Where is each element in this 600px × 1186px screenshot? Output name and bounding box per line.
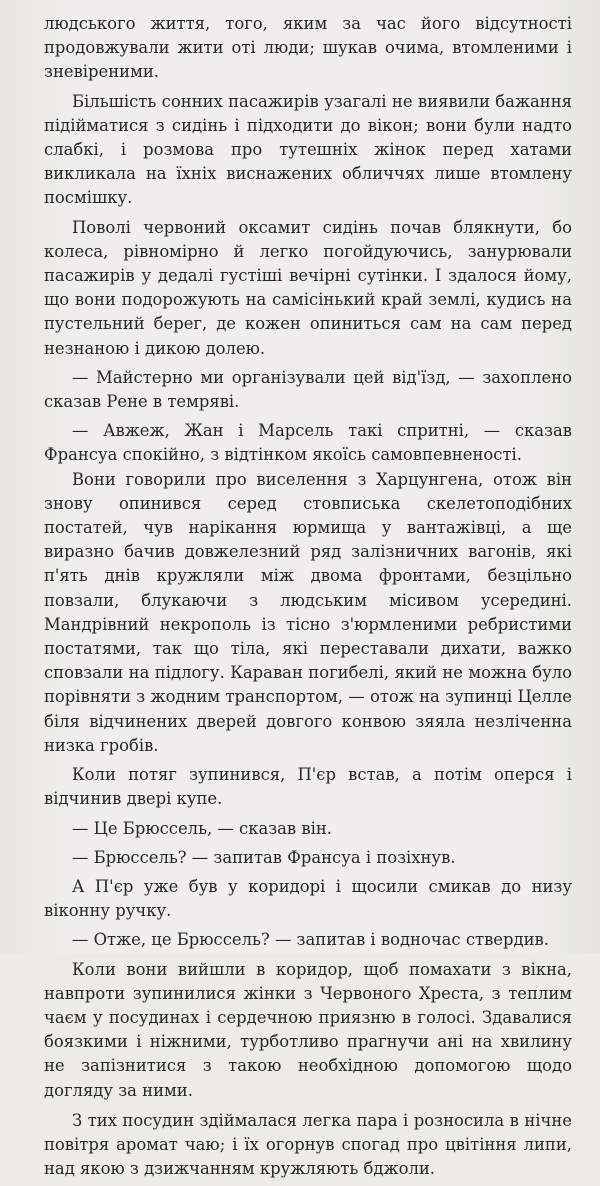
paragraph-1: людського життя, того, яким за час його відсутності продовжували жити оті люди; шукав очима, втомленими і зневіреними. (44, 14, 572, 82)
paragraph-2: Більшість сонних пасажирів узагалі не виявили бажання підійматися з сидінь і підходити до вікон; вони були надто слабкі, і розмова про тутешніх жінок перед хатами викликала на їхніх виснажених обличчях лише втомлену посмішку. (44, 91, 572, 208)
dialogue-line-1: — Майстерно ми організували цей від'їзд, — захоплено сказав Рене в темряві. (44, 367, 572, 412)
dialogue-line-2: — Авжеж, Жан і Марсель такі спритні, — сказав Франсуа спокійно, з відтінком якоїсь самовпевненості. (44, 421, 572, 465)
dialogue-line-3: — Це Брюссель, — сказав він. (72, 818, 332, 838)
page-text-column (44, 12, 572, 1186)
paragraph-8: З тих посудин здіймалася легка пара і розносила в нічне повітря аромат чаю; і їх огорнув спогад про цвітіння липи, над якою з дзижчанням кружляють бджоли. (44, 1110, 572, 1179)
paragraph-7: Коли вони вийшли в коридор, щоб помахати з вікна, навпроти зупинилися жінки з Червоного Хреста, з теплим чаєм у посудинах і сердечною приязню в голосі. Здавалися боязкими і ніжними, турботливо прагнучи ані на хвилину не запізнитися з такою необхідною допомогою щодо догляду за ними. (44, 959, 572, 1100)
paragraph-5: Коли потяг зупинився, П'єр встав, а потім оперся і відчинив двері купе. (44, 765, 572, 809)
paragraph-3: Поволі червоний оксамит сидінь почав блякнути, бо колеса, рівномірно й легко погойдуючись, занурювали пасажирів у дедалі густіші вечірні сутінки. І здалося йому, що вони подорожують на самісінький край землі, кудись на пустельний берег, де кожен опиниться сам на сам перед незнаною і дикою долею. (44, 217, 572, 358)
dialogue-line-4: — Брюссель? — запитав Франсуа і позіхнув. (72, 847, 456, 867)
dialogue-line-5: — Отже, це Брюссель? — запитав і водночас ствердив. (72, 930, 549, 950)
paragraph-4: Вони говорили про виселення з Харцунгена, отож він знову опинився серед стовписька скелетоподібних постатей, чув нарікання юрмища у вантажівці, а ще виразно бачив довжелезний ряд залізничних вагонів, які п'ять днів кружляли між двома фронтами, безцільно повзали, блукаючи з людським місивом усередині. Мандрівний некрополь із тісно з'юрмленими ребристими постатями, так що тіла, які переставали дихати, важко сповзали на підлогу. Караван погибелі, який не можна було порівняти з жодним транспортом, — отож на зупинці Целле біля відчинених дверей довгого конвою зяяла незліченна низка гробів. (44, 469, 572, 755)
paragraph-6: А П'єр уже був у коридорі і щосили смикав до низу віконну ручку. (44, 876, 572, 921)
